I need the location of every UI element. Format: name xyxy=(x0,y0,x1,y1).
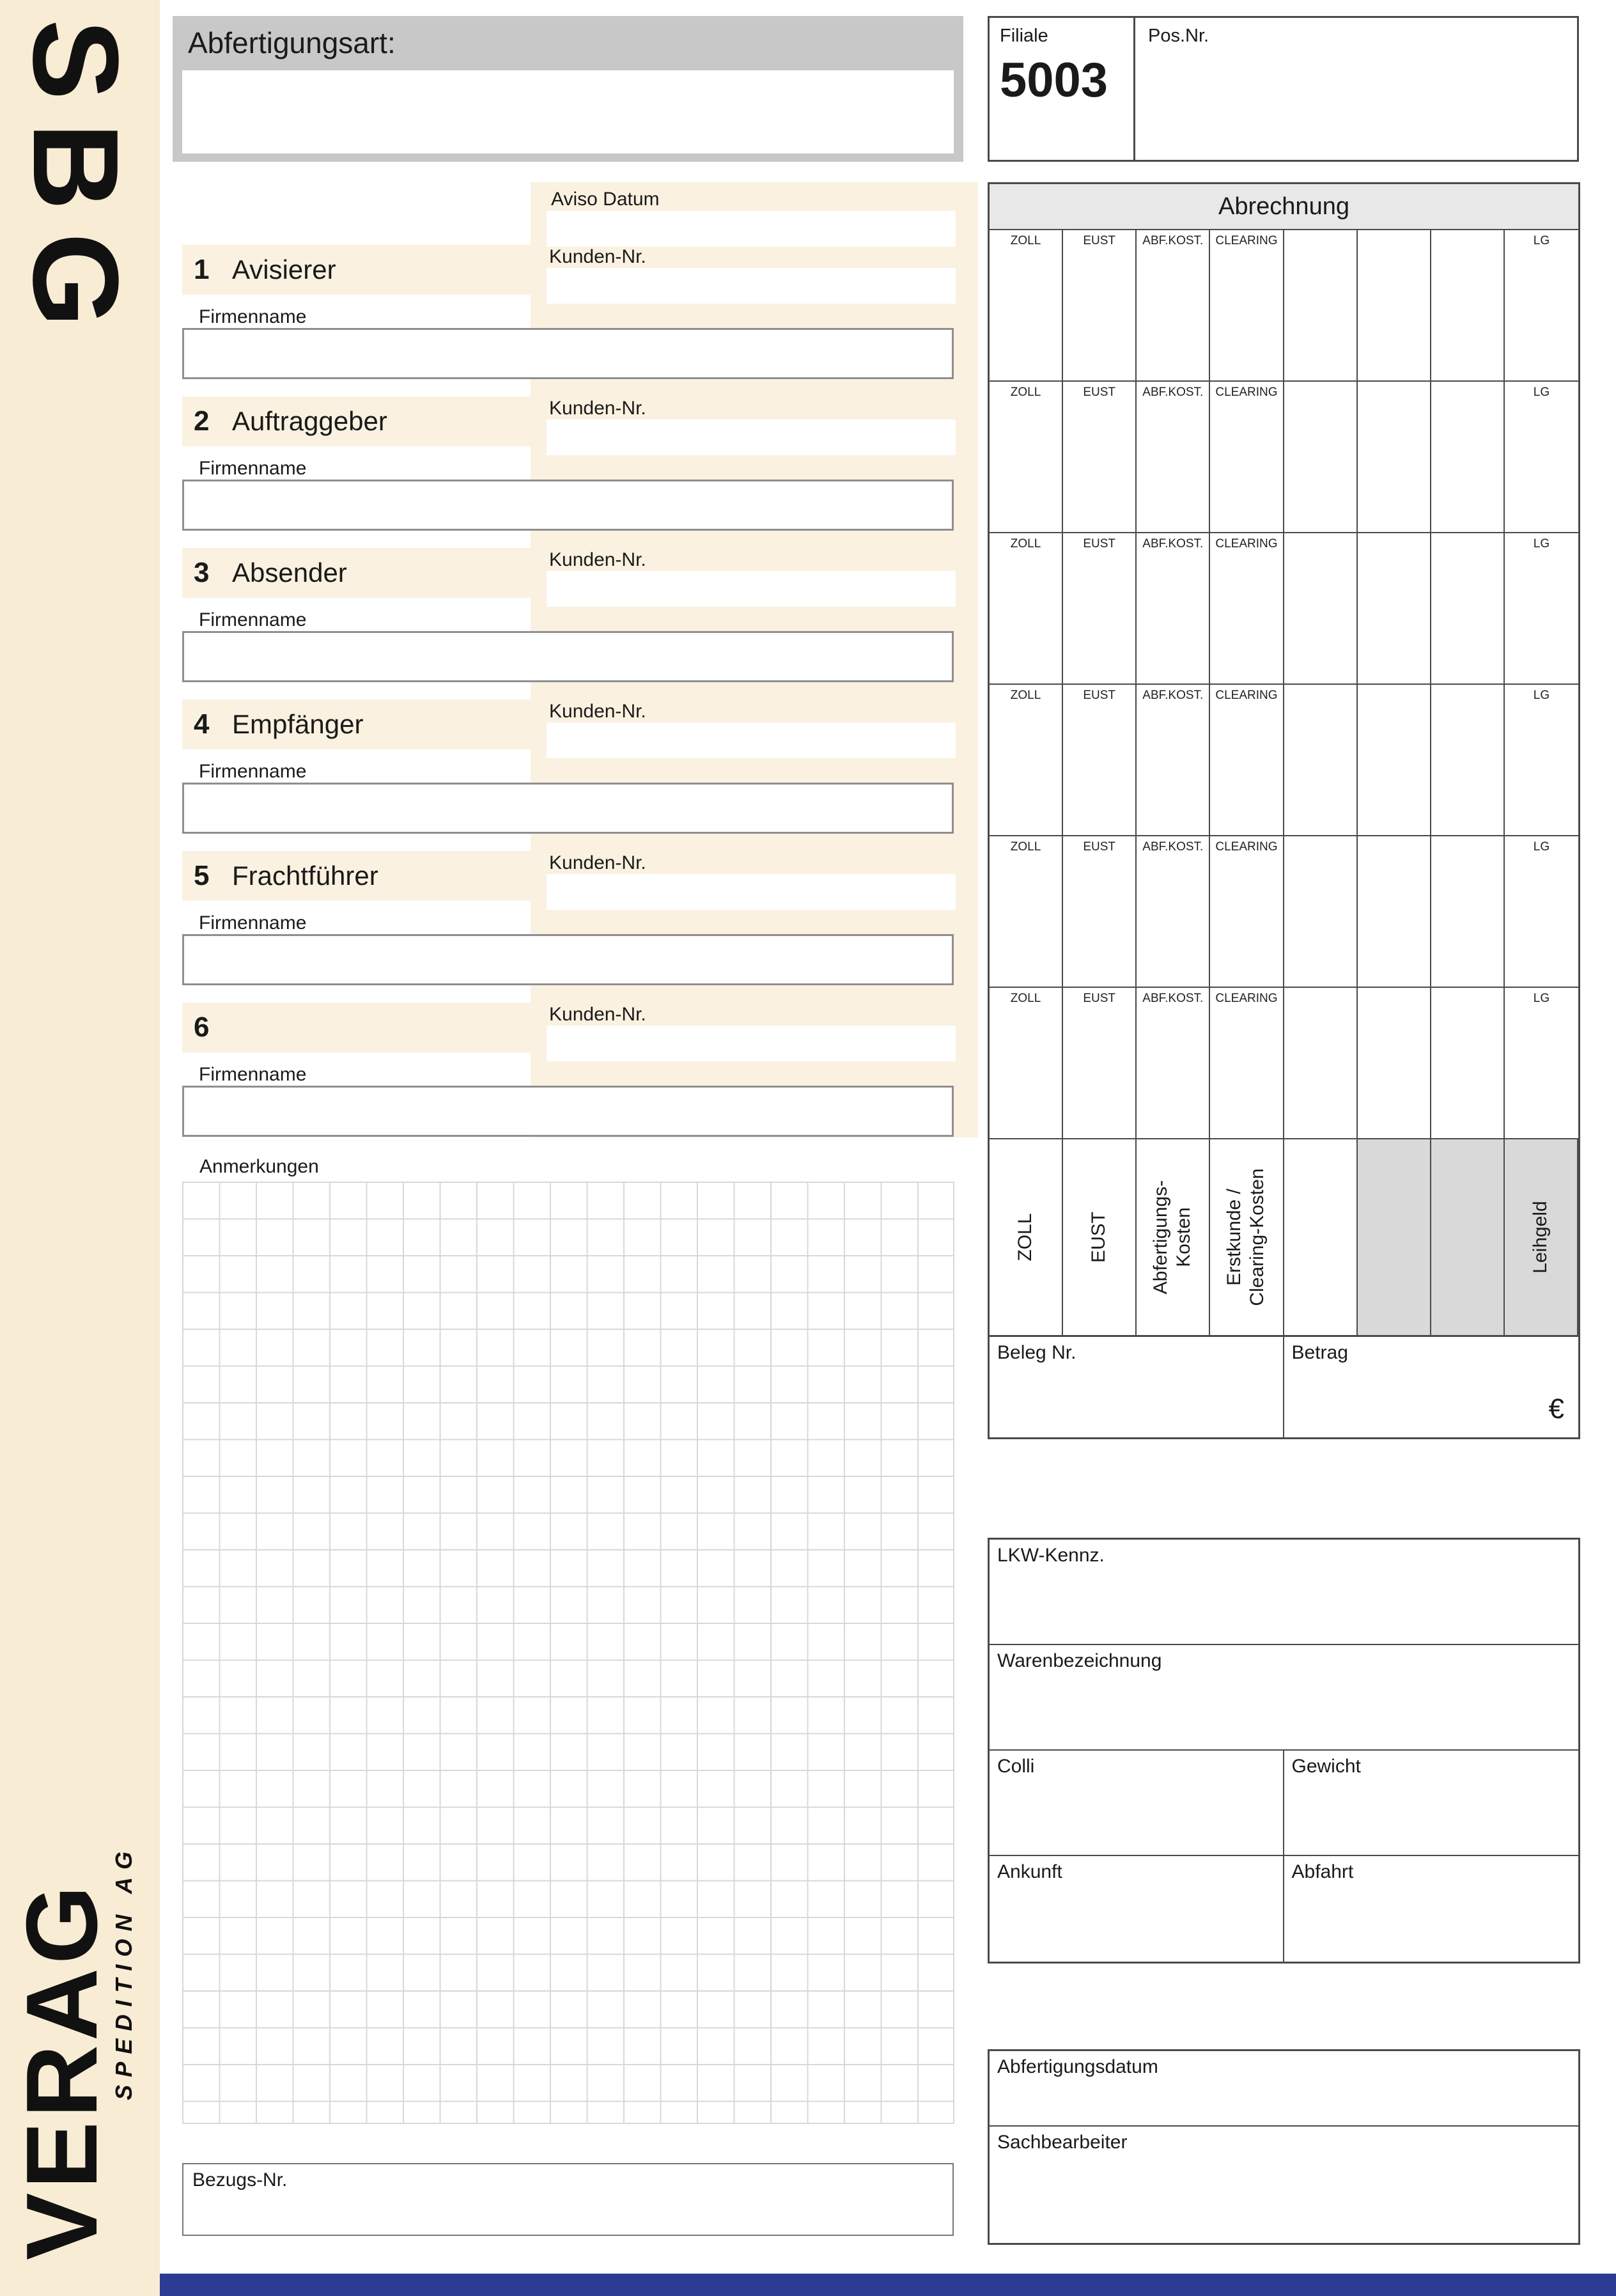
cell-empty[interactable] xyxy=(1431,382,1505,532)
cell-abfkost[interactable] xyxy=(1137,836,1210,987)
firmenname-input[interactable] xyxy=(182,480,954,531)
section-six xyxy=(182,1003,956,1137)
bezugs-nr-label: Bezugs-Nr. xyxy=(192,2169,288,2191)
cell-lg[interactable] xyxy=(1505,533,1578,683)
ankunft-field[interactable] xyxy=(990,1856,1284,1962)
cell-empty[interactable] xyxy=(1284,685,1358,835)
cell-empty[interactable] xyxy=(1358,836,1431,987)
cell-lg[interactable] xyxy=(1505,988,1578,1138)
firmenname-input[interactable] xyxy=(182,934,954,985)
bezugs-nr-field[interactable] xyxy=(182,2163,954,2236)
verag-logo-subtext: SPEDITION AG xyxy=(111,1844,137,2100)
firmenname-input[interactable] xyxy=(182,328,954,379)
cell-empty[interactable] xyxy=(1431,685,1505,835)
section-band xyxy=(182,396,531,446)
abrechnung-row-2 xyxy=(990,382,1578,533)
legend-clearing-kosten xyxy=(1210,1139,1284,1335)
colli-label: Colli xyxy=(997,1756,1035,1777)
col-header-zoll: ZOLL xyxy=(1010,840,1041,854)
section-title: Auftraggeber xyxy=(232,406,387,436)
legend-abfertigungskosten xyxy=(1137,1139,1210,1335)
cell-lg[interactable] xyxy=(1505,382,1578,532)
aviso-datum-input[interactable] xyxy=(547,211,956,247)
firmenname-label: Firmenname xyxy=(199,306,307,327)
verag-logo xyxy=(6,1835,139,2260)
legend-zoll-label: ZOLL xyxy=(1014,1213,1036,1261)
cell-eust[interactable] xyxy=(1063,533,1137,683)
legend-empty xyxy=(1284,1139,1358,1335)
cell-empty[interactable] xyxy=(1284,836,1358,987)
col-header-abfkost: ABF.KOST. xyxy=(1142,537,1204,551)
beleg-nr-label: Beleg Nr. xyxy=(997,1342,1076,1363)
kunden-nr-input[interactable] xyxy=(547,1026,956,1061)
legend-leihgeld-label: Leihgeld xyxy=(1529,1201,1551,1274)
section-frachtfuehrer xyxy=(182,851,956,985)
section-band xyxy=(182,1003,531,1052)
col-header-abfkost: ABF.KOST. xyxy=(1142,689,1204,702)
col-header-clearing: CLEARING xyxy=(1215,840,1278,854)
cell-empty[interactable] xyxy=(1358,988,1431,1138)
legend-zoll xyxy=(990,1139,1063,1335)
cell-zoll[interactable] xyxy=(990,685,1063,835)
col-header-zoll: ZOLL xyxy=(1010,689,1041,702)
col-header-lg: LG xyxy=(1533,234,1550,247)
cell-empty[interactable] xyxy=(1284,230,1358,380)
warenbezeichnung-field[interactable] xyxy=(990,1645,1578,1751)
section-number: 3 xyxy=(194,557,210,588)
legend-leihgeld xyxy=(1505,1139,1578,1335)
abrechnung-row-6 xyxy=(990,988,1578,1139)
cell-eust[interactable] xyxy=(1063,988,1137,1138)
cell-zoll[interactable] xyxy=(990,836,1063,987)
filiale-label: Filiale xyxy=(1000,26,1048,46)
warenbezeichnung-label: Warenbezeichnung xyxy=(997,1650,1162,1671)
section-empfaenger xyxy=(182,699,956,834)
firmenname-label: Firmenname xyxy=(199,458,307,479)
section-number: 5 xyxy=(194,860,210,891)
anmerkungen-grid[interactable] xyxy=(182,1182,954,2124)
section-title: Empfänger xyxy=(232,709,364,739)
cell-lg[interactable] xyxy=(1505,836,1578,987)
cell-empty[interactable] xyxy=(1431,230,1505,380)
lkw-kennz-label: LKW-Kennz. xyxy=(997,1545,1105,1566)
abfertigungsart-input[interactable] xyxy=(182,70,954,153)
section-band xyxy=(182,548,531,598)
kunden-nr-input[interactable] xyxy=(547,722,956,758)
col-header-eust: EUST xyxy=(1083,386,1116,399)
col-header-abfkost: ABF.KOST. xyxy=(1142,992,1204,1005)
shipment-box xyxy=(988,1538,1580,1964)
firmenname-input[interactable] xyxy=(182,631,954,682)
col-header-lg: LG xyxy=(1533,537,1550,551)
gewicht-label: Gewicht xyxy=(1291,1756,1361,1777)
anmerkungen-label: Anmerkungen xyxy=(199,1156,319,1177)
legend-shaded xyxy=(1358,1139,1431,1335)
kunden-nr-input[interactable] xyxy=(547,874,956,910)
section-band xyxy=(182,851,531,901)
firmenname-label: Firmenname xyxy=(199,912,307,933)
aviso-datum-label: Aviso Datum xyxy=(551,189,660,210)
sbg-logo: SBG xyxy=(8,19,143,350)
col-header-abfkost: ABF.KOST. xyxy=(1142,840,1204,854)
lkw-kennz-field[interactable] xyxy=(990,1540,1578,1645)
abfertigung-box xyxy=(988,2049,1580,2245)
cell-eust[interactable] xyxy=(1063,382,1137,532)
cell-zoll[interactable] xyxy=(990,988,1063,1138)
firmenname-label: Firmenname xyxy=(199,609,307,630)
cell-clearing[interactable] xyxy=(1210,836,1284,987)
cell-zoll[interactable] xyxy=(990,382,1063,532)
cell-clearing[interactable] xyxy=(1210,533,1284,683)
cell-clearing[interactable] xyxy=(1210,988,1284,1138)
cell-abfkost[interactable] xyxy=(1137,382,1210,532)
section-title: Absender xyxy=(232,558,347,588)
cell-abfkost[interactable] xyxy=(1137,533,1210,683)
abfertigungsart-label: Abfertigungsart: xyxy=(188,26,396,59)
cell-empty[interactable] xyxy=(1431,533,1505,683)
section-auftraggeber xyxy=(182,396,956,531)
col-header-zoll: ZOLL xyxy=(1010,537,1041,551)
kunden-nr-input[interactable] xyxy=(547,571,956,607)
col-header-abfkost: ABF.KOST. xyxy=(1142,386,1204,399)
section-number: 4 xyxy=(194,708,210,740)
section-band xyxy=(182,699,531,749)
colli-gewicht-row xyxy=(990,1751,1578,1856)
col-header-abfkost: ABF.KOST. xyxy=(1142,234,1204,247)
col-header-lg: LG xyxy=(1533,689,1550,702)
cell-lg[interactable] xyxy=(1505,230,1578,380)
cell-empty[interactable] xyxy=(1284,382,1358,532)
cell-zoll[interactable] xyxy=(990,533,1063,683)
col-header-eust: EUST xyxy=(1083,689,1116,702)
cell-empty[interactable] xyxy=(1358,533,1431,683)
cell-eust[interactable] xyxy=(1063,685,1137,835)
euro-sign: € xyxy=(1548,1393,1564,1425)
kunden-nr-label: Kunden-Nr. xyxy=(549,549,646,570)
col-header-eust: EUST xyxy=(1083,537,1116,551)
col-header-zoll: ZOLL xyxy=(1010,992,1041,1005)
col-header-clearing: CLEARING xyxy=(1215,992,1278,1005)
abrechnung-row-5 xyxy=(990,836,1578,988)
gewicht-field[interactable] xyxy=(1284,1751,1579,1855)
section-band xyxy=(182,245,531,295)
col-header-clearing: CLEARING xyxy=(1215,234,1278,247)
betrag-label: Betrag xyxy=(1291,1342,1348,1363)
filiale-divider xyxy=(1133,18,1135,160)
col-header-eust: EUST xyxy=(1083,840,1116,854)
firmenname-label: Firmenname xyxy=(199,1064,307,1085)
col-header-clearing: CLEARING xyxy=(1215,537,1278,551)
kunden-nr-input[interactable] xyxy=(547,419,956,455)
ankunft-label: Ankunft xyxy=(997,1861,1062,1882)
cell-empty[interactable] xyxy=(1358,685,1431,835)
legend-eust-label: EUST xyxy=(1088,1212,1110,1263)
colli-field[interactable] xyxy=(990,1751,1284,1855)
pos-nr-field[interactable] xyxy=(1137,18,1577,160)
betrag-field[interactable] xyxy=(1284,1337,1579,1437)
firmenname-label: Firmenname xyxy=(199,761,307,782)
abfertigungsdatum-field[interactable] xyxy=(990,2051,1578,2127)
abrechnung-table xyxy=(988,182,1580,1337)
cell-empty[interactable] xyxy=(1284,533,1358,683)
abrechnung-row-4 xyxy=(990,685,1578,836)
cell-clearing[interactable] xyxy=(1210,382,1284,532)
cell-eust[interactable] xyxy=(1063,230,1137,380)
ankunft-abfahrt-row xyxy=(990,1856,1578,1962)
kunden-nr-label: Kunden-Nr. xyxy=(549,398,646,419)
abrechnung-title: Abrechnung xyxy=(990,184,1578,230)
cell-lg[interactable] xyxy=(1505,685,1578,835)
col-header-lg: LG xyxy=(1533,992,1550,1005)
legend-abf-line2: Kosten xyxy=(1173,1207,1195,1267)
cell-empty[interactable] xyxy=(1431,836,1505,987)
sachbearbeiter-label: Sachbearbeiter xyxy=(997,2132,1128,2153)
sachbearbeiter-field[interactable] xyxy=(990,2127,1578,2243)
kunden-nr-label: Kunden-Nr. xyxy=(549,852,646,873)
cell-eust[interactable] xyxy=(1063,836,1137,987)
cell-abfkost[interactable] xyxy=(1137,230,1210,380)
col-header-clearing: CLEARING xyxy=(1215,689,1278,702)
legend-shaded xyxy=(1431,1139,1505,1335)
section-title: Frachtführer xyxy=(232,861,378,891)
col-header-zoll: ZOLL xyxy=(1010,234,1041,247)
abfahrt-field[interactable] xyxy=(1284,1856,1579,1962)
abfahrt-label: Abfahrt xyxy=(1291,1861,1354,1882)
abfertigungsdatum-label: Abfertigungsdatum xyxy=(997,2056,1158,2077)
legend-eust xyxy=(1063,1139,1137,1335)
cell-abfkost[interactable] xyxy=(1137,685,1210,835)
kunden-nr-input[interactable] xyxy=(547,268,956,304)
firmenname-input[interactable] xyxy=(182,783,954,834)
col-header-eust: EUST xyxy=(1083,992,1116,1005)
section-number: 6 xyxy=(194,1011,210,1043)
footer-blue-bar xyxy=(160,2274,1616,2296)
col-header-zoll: ZOLL xyxy=(1010,386,1041,399)
col-header-lg: LG xyxy=(1533,840,1550,854)
legend-erst-line2: Clearing-Kosten xyxy=(1247,1168,1268,1306)
section-absender xyxy=(182,548,956,682)
legend-erst-line1: Erstkunde / xyxy=(1224,1189,1245,1286)
cell-zoll[interactable] xyxy=(990,230,1063,380)
cell-empty[interactable] xyxy=(1284,988,1358,1138)
col-header-clearing: CLEARING xyxy=(1215,386,1278,399)
cell-clearing[interactable] xyxy=(1210,685,1284,835)
beleg-betrag-row xyxy=(988,1337,1580,1439)
filiale-value: 5003 xyxy=(1000,53,1108,107)
section-avisierer xyxy=(182,245,956,379)
col-header-eust: EUST xyxy=(1083,234,1116,247)
kunden-nr-label: Kunden-Nr. xyxy=(549,701,646,722)
cell-empty[interactable] xyxy=(1358,382,1431,532)
cell-empty[interactable] xyxy=(1431,988,1505,1138)
kunden-nr-label: Kunden-Nr. xyxy=(549,1004,646,1025)
firmenname-input[interactable] xyxy=(182,1086,954,1137)
kunden-nr-label: Kunden-Nr. xyxy=(549,246,646,267)
cell-clearing[interactable] xyxy=(1210,230,1284,380)
verag-logo-text: VERAG xyxy=(6,1882,118,2260)
section-title: Avisierer xyxy=(232,254,336,285)
section-number: 2 xyxy=(194,405,210,437)
section-number: 1 xyxy=(194,254,210,285)
beleg-nr-field[interactable] xyxy=(990,1337,1284,1437)
legend-abf-line1: Abfertigungs- xyxy=(1150,1180,1172,1295)
cell-empty[interactable] xyxy=(1358,230,1431,380)
abrechnung-row-3 xyxy=(990,533,1578,685)
abrechnung-row-1 xyxy=(990,230,1578,382)
cell-abfkost[interactable] xyxy=(1137,988,1210,1138)
pos-nr-label: Pos.Nr. xyxy=(1148,26,1209,46)
abrechnung-legend-row xyxy=(990,1139,1578,1335)
col-header-lg: LG xyxy=(1533,386,1550,399)
